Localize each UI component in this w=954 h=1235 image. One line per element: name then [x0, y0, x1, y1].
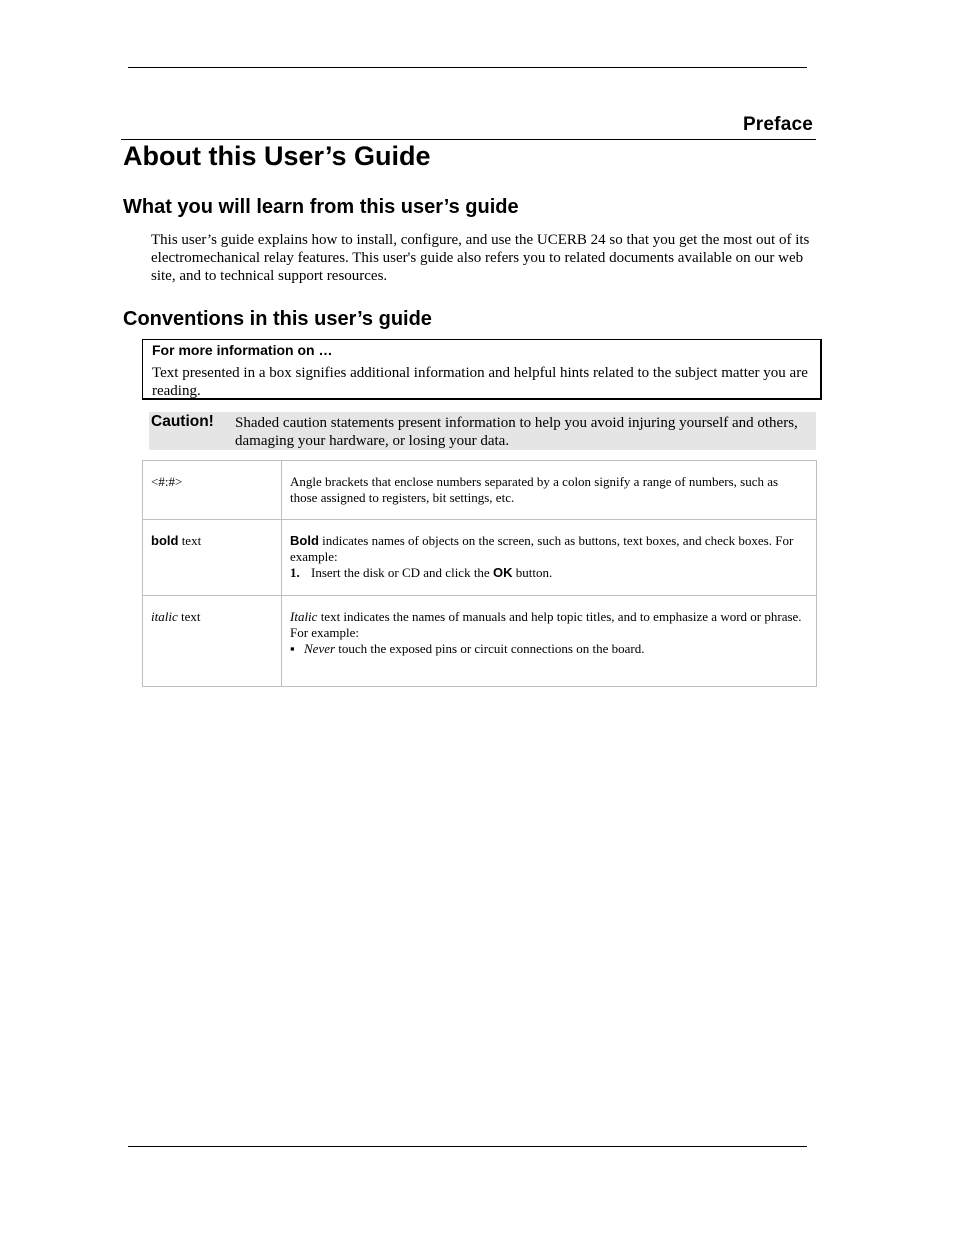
example-bullet-item — [290, 641, 806, 657]
step-number: 1. — [290, 565, 300, 580]
caution-text: Shaded caution statements present information to help you avoid injuring yourself and others, damaging your hardware, or losing your data. — [235, 415, 798, 449]
learn-heading: What you will learn from this user’s guide — [123, 196, 519, 218]
conventions-heading: Conventions in this user’s guide — [123, 308, 432, 330]
example-rest: touch the exposed pins or circuit connections on the board. — [335, 641, 645, 656]
description-cell — [282, 520, 817, 596]
example-step — [290, 565, 806, 581]
conventions-table — [142, 460, 817, 687]
caution-label: Caution! — [151, 413, 214, 430]
learn-paragraph: This user’s guide explains how to install, configure, and use the UCERB 24 so that you get the most out of its electromechanical relay features. This user's guide also refers you to related documents available on our web site, and to technical support resources. — [151, 232, 810, 284]
table-row — [143, 596, 817, 687]
footer-rule — [128, 1146, 807, 1147]
bullet-icon: ▪ — [290, 641, 295, 656]
description-cell — [282, 596, 817, 687]
term-rest: text — [178, 533, 202, 548]
table-row — [143, 520, 817, 596]
example-italic: Never — [304, 641, 336, 656]
description-bold: Bold — [290, 533, 319, 548]
step-text-post: button. — [512, 565, 553, 580]
header-rule — [128, 67, 807, 68]
term-text: <#:#> — [151, 474, 183, 489]
step-ok-label: OK — [492, 565, 513, 580]
info-box — [142, 339, 822, 400]
description-text: Angle brackets that enclose numbers separated by a colon signify a range of numbers, such as those assigned to registers, bit settings, etc. — [290, 474, 779, 505]
caution-box — [149, 412, 816, 450]
term-cell — [143, 596, 282, 687]
term-cell — [143, 461, 282, 520]
table-row — [143, 461, 817, 520]
page-title: About this User’s Guide — [123, 141, 431, 171]
section-label: Preface — [742, 114, 813, 135]
step-text-pre: Insert the disk or CD and click the — [311, 565, 493, 580]
description-text — [290, 533, 806, 565]
term-italic: italic — [151, 609, 178, 624]
title-rule — [121, 139, 816, 140]
info-box-text: Text presented in a box signifies additional information and helpful hints related to the subject matter you are reading. — [152, 365, 808, 399]
description-rest: indicates names of objects on the screen, such as buttons, text boxes, and check boxes. For example: — [290, 533, 794, 564]
description-cell — [282, 461, 817, 520]
term-cell — [143, 520, 282, 596]
term-rest: text — [177, 609, 201, 624]
description-rest: text indicates the names of manuals and help topic titles, and to emphasize a word or phrase. For example: — [290, 609, 802, 640]
description-text — [290, 609, 806, 641]
info-box-title: For more information on … — [152, 342, 333, 358]
description-italic: Italic — [290, 609, 318, 624]
term-bold: bold — [151, 533, 179, 548]
